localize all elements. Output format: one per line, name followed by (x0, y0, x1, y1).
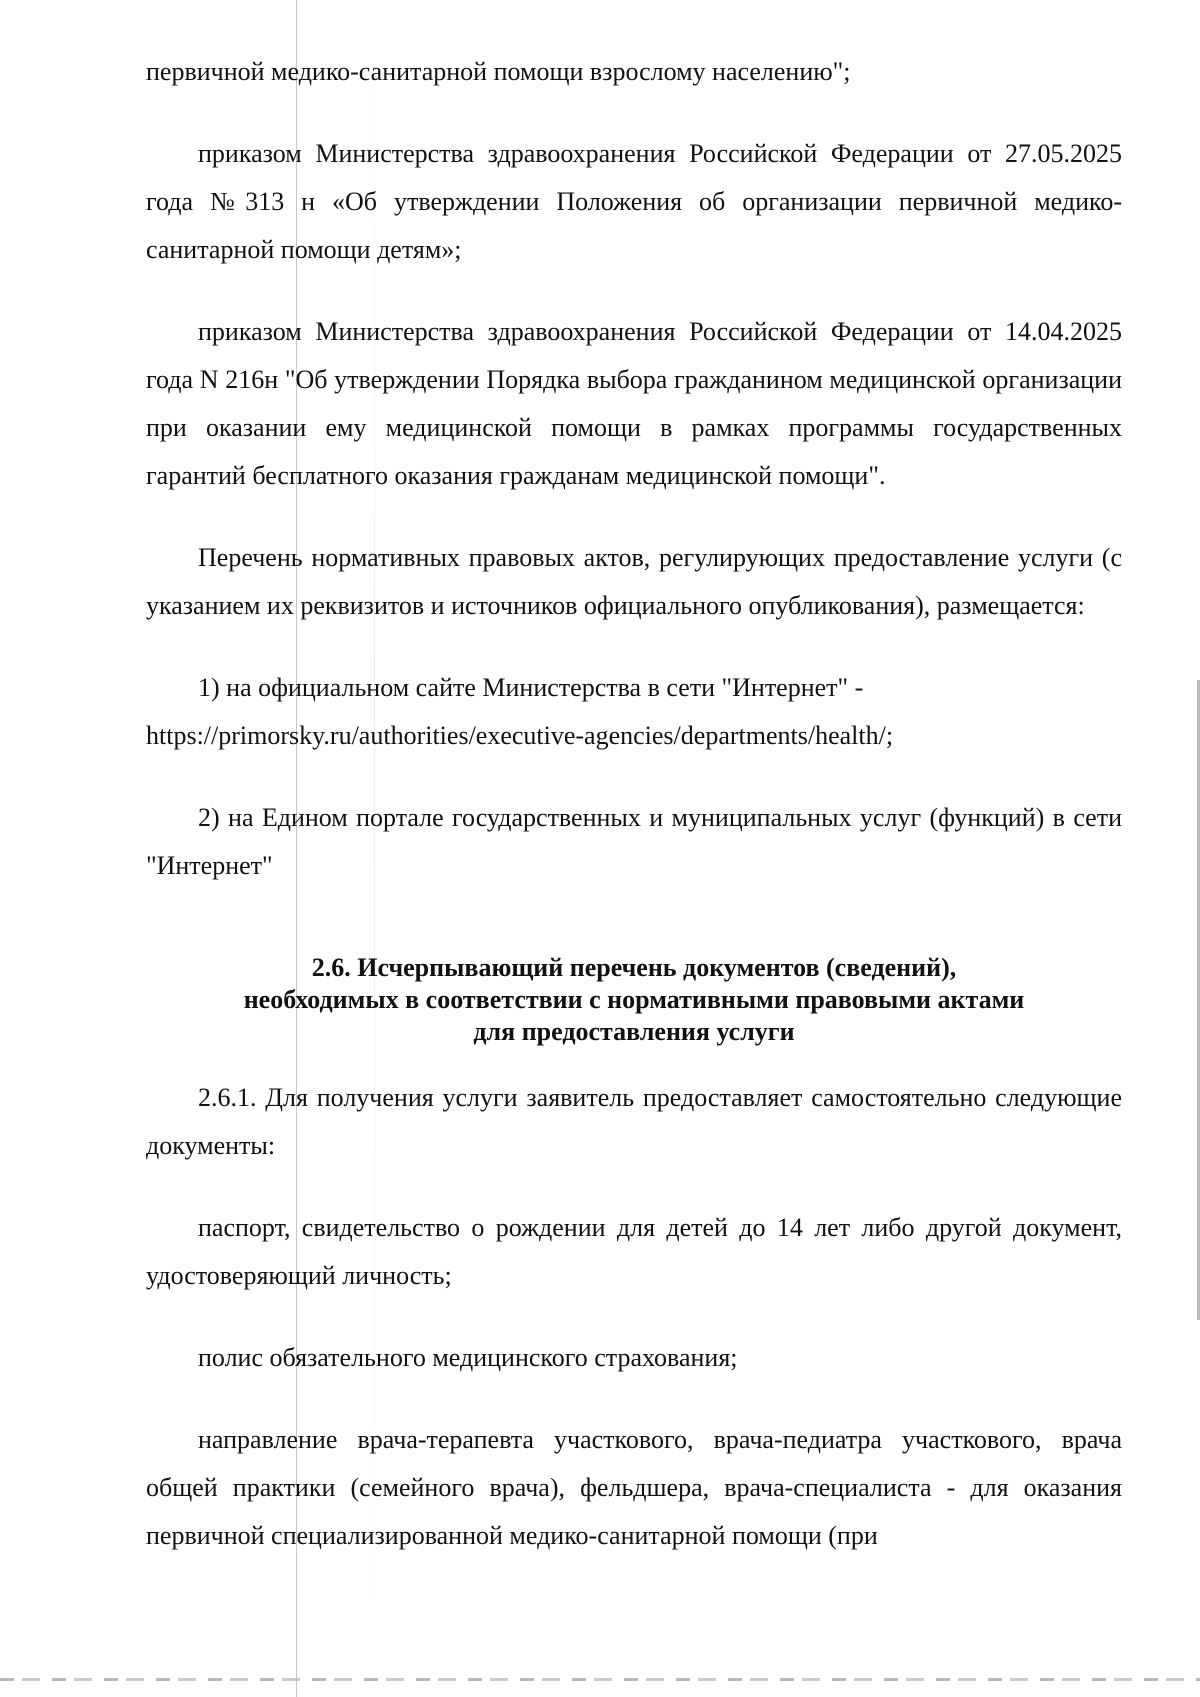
paragraph-passport: паспорт, свидетельство о рождении для детей до 14 лет либо другой документ, удостоверяющий личность; (146, 1213, 1122, 1290)
scan-bottom-noise (0, 1678, 1200, 1681)
paragraph-legal-acts-list: Перечень нормативных правовых актов, регулирующих предоставление услуги (с указанием их реквизитов и источников официального опубликования), размещается: (146, 543, 1122, 620)
section-heading-line-3: для предоставления услуги (473, 1017, 795, 1046)
document-body (146, 48, 1122, 1594)
section-heading-line-1: 2.6. Исчерпывающий перечень документов (сведений), (311, 953, 957, 982)
paragraph-referral: направление врача-терапевта участкового, врача-педиатра участкового, врача общей практики (семейного врача), фельдшера, врача-специалиста - для оказания первичной специализированной медико-санитарной помощи (при (146, 1425, 1122, 1550)
paragraph-2-6-1: 2.6.1. Для получения услуги заявитель предоставляет самостоятельно следующие документы: (146, 1083, 1122, 1160)
paragraph-gosuslugi: 2) на Едином портале государственных и муниципальных услуг (функций) в сети "Интернет" (146, 803, 1122, 880)
paragraph-order-313n: приказом Министерства здравоохранения Российской Федерации от 27.05.2025 года №313 н «Об утверждении Положения об организации первичной медико-санитарной помощи детям»; (146, 139, 1122, 264)
paragraph-official-site (146, 664, 1122, 760)
paragraph-continuation: первичной медико-санитарной помощи взрослому населению"; (146, 57, 851, 86)
paragraph-insurance-policy: полис обязательного медицинского страхования; (198, 1343, 738, 1372)
paragraph-order-216n: приказом Министерства здравоохранения Российской Федерации от 14.04.2025 года N 216н "Об утверждении Порядка выбора гражданином медицинской организации при оказании ему медицинской помощи в рамках программы государственных гарантий бесплатного оказания гражданам медицинской помощи". (146, 317, 1122, 490)
section-heading-line-2: необходимых в соответствии с нормативными правовыми актами (243, 985, 1025, 1014)
official-site-text: 1) на официальном сайте Министерства в сети "Интернет" - https://primorsky.ru/authorities/executive-agencies/departments/health/; (146, 673, 894, 750)
section-heading-2-6 (146, 952, 1122, 1048)
